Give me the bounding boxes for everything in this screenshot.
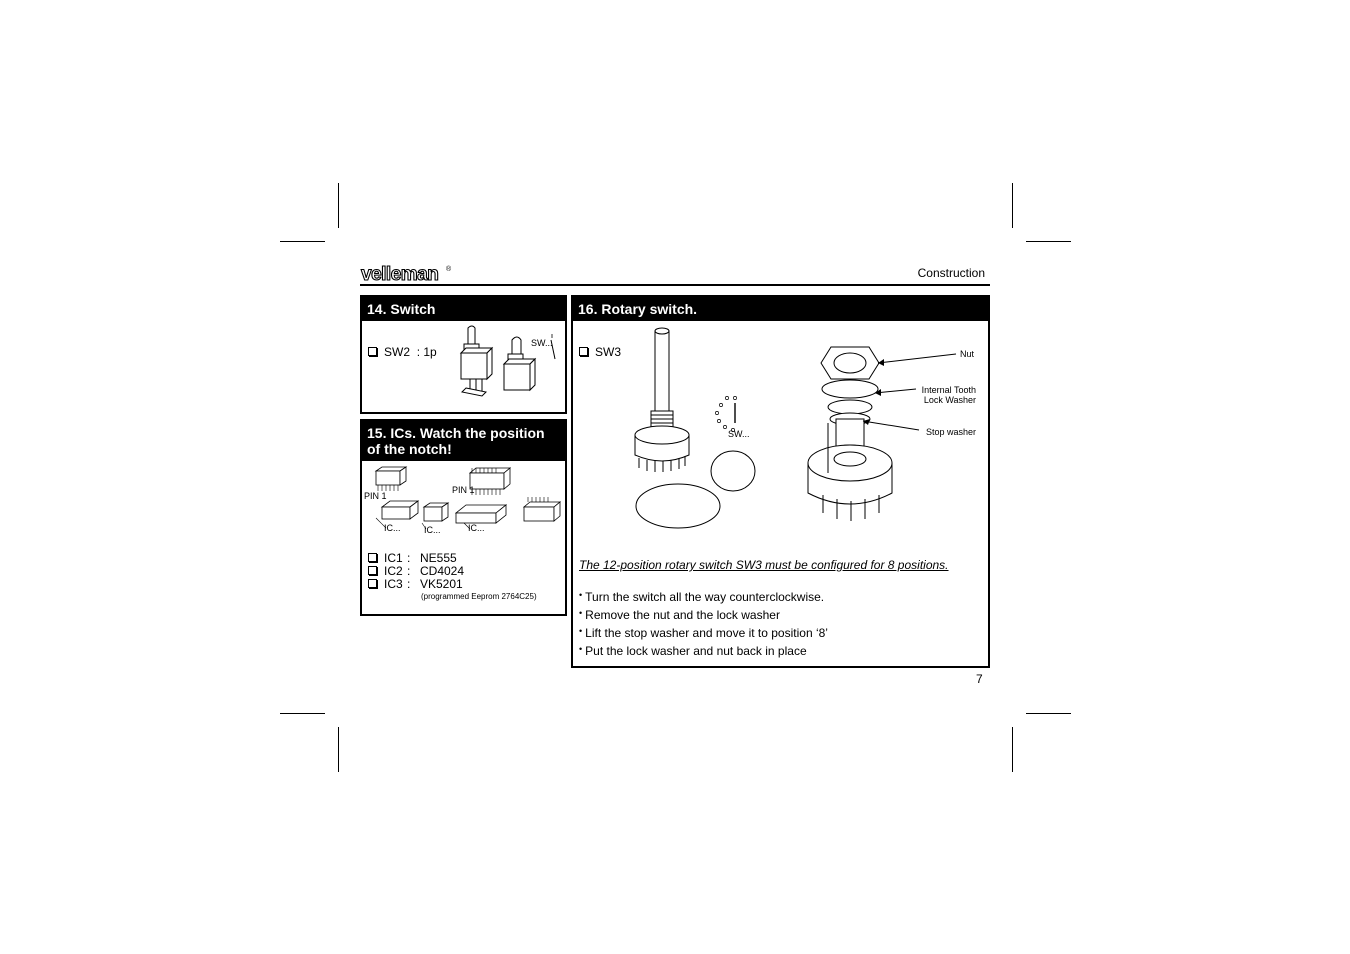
crop-mark: [338, 183, 339, 228]
logo-wordmark: velleman: [361, 264, 439, 284]
callout-stop-washer: Stop washer: [925, 427, 976, 437]
section-ics: [360, 419, 567, 616]
ic-socket-label: IC...: [384, 523, 401, 533]
checklist-item-sw2: [368, 345, 437, 359]
checkbox-icon[interactable]: [368, 347, 377, 356]
ic-socket-label: IC...: [424, 525, 441, 535]
callout-lock-washer: [922, 385, 976, 405]
checkbox-icon[interactable]: [368, 553, 377, 562]
pin-1-label: PIN 1: [364, 491, 387, 501]
crop-mark: [280, 241, 325, 242]
crop-mark: [1026, 241, 1071, 242]
callout-line: Lock Washer: [923, 395, 976, 405]
crop-mark: [280, 713, 325, 714]
item-value: VK5201: [420, 577, 463, 591]
logo-registered-mark: ®: [446, 266, 452, 273]
ic-checklist: [368, 552, 537, 603]
crop-mark: [1012, 727, 1013, 772]
crop-mark: [1026, 713, 1071, 714]
step-item: • Lift the stop washer and move it to position ‘8’: [579, 625, 828, 643]
section-title-line-2: of the notch!: [367, 441, 452, 457]
item-code: IC1: [384, 551, 403, 565]
checklist-item-sw3: [579, 345, 621, 359]
schematic-label: SW...: [728, 429, 750, 439]
page-header: [360, 262, 990, 286]
ic-placement-illustration: [364, 463, 564, 543]
callout-line: Internal Tooth: [921, 385, 976, 395]
step-item: • Put the lock washer and nut back in place: [579, 643, 828, 661]
section-title-line-1: 15. ICs. Watch the position: [367, 425, 545, 441]
checkbox-icon[interactable]: [368, 566, 377, 575]
item-value: : 1p: [416, 345, 437, 359]
crop-mark: [338, 727, 339, 772]
item-colon: :: [407, 577, 411, 591]
section-title: [362, 421, 565, 461]
page-number: 7: [976, 672, 983, 686]
section-rotary-switch: [571, 295, 990, 668]
crop-mark: [1012, 183, 1013, 228]
item-code: IC3: [384, 577, 403, 591]
ic-socket-label: IC...: [468, 523, 485, 533]
checkbox-icon[interactable]: [368, 579, 377, 588]
item-code: SW2: [384, 345, 411, 359]
section-switch: [360, 295, 567, 414]
section-title: 16. Rotary switch.: [573, 297, 988, 321]
item-code: SW3: [595, 345, 622, 359]
instruction-steps: [579, 589, 828, 661]
item-code: IC2: [384, 564, 403, 578]
checkbox-icon[interactable]: [579, 347, 588, 356]
item-value: CD4024: [420, 564, 465, 578]
pin-1-label: PIN 1: [452, 485, 475, 495]
velleman-logo: [360, 262, 460, 284]
step-item: • Remove the nut and the lock washer: [579, 607, 828, 625]
callout-nut: Nut: [959, 349, 974, 359]
switch-symbol-label: SW...: [531, 338, 553, 348]
section-name: Construction: [917, 266, 985, 280]
section-title: 14. Switch: [362, 297, 565, 321]
step-item: • Turn the switch all the way counterclockwise.: [579, 589, 828, 607]
configuration-note: The 12-position rotary switch SW3 must be configured for 8 positions.: [579, 558, 949, 572]
item-colon: :: [407, 551, 411, 565]
toggle-switch-illustration: [458, 324, 568, 404]
item-value: NE555: [420, 551, 457, 565]
ic3-note: (programmed Eeprom 2764C25): [421, 592, 537, 601]
item-colon: :: [407, 564, 411, 578]
checklist-item-ic3: [368, 578, 537, 591]
